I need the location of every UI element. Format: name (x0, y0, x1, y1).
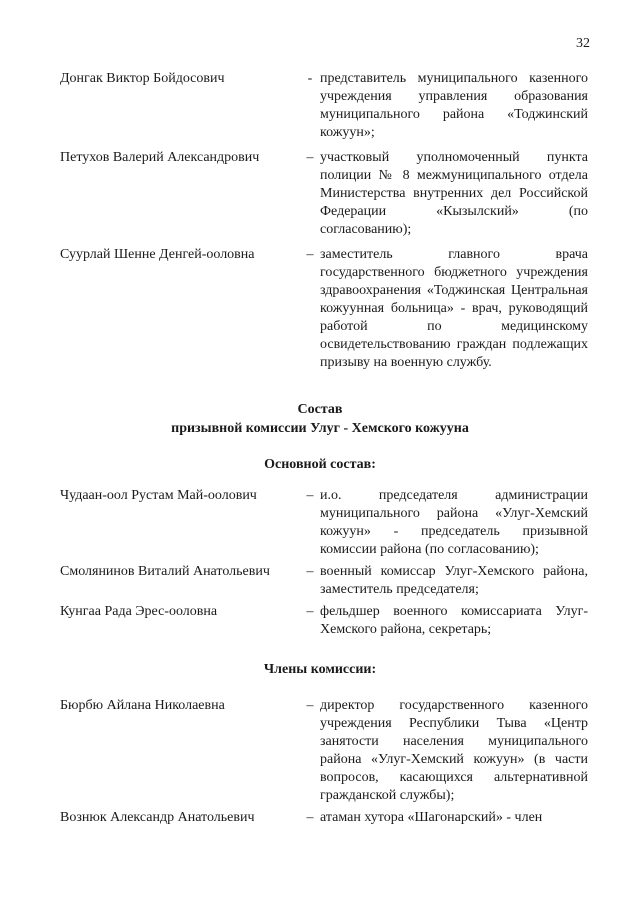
member-row (0, 487, 640, 559)
dash-separator: – (306, 604, 314, 619)
member-role: фельдшер военного комиссариата Улуг-Хемского района, секретарь; (320, 604, 588, 637)
member-name: Смолянинов Виталий Анатольевич (60, 564, 270, 579)
dash-separator: – (306, 488, 314, 503)
member-role: представитель муниципального казенного учреждения управления образования муниципального района «Тоджинский кожуун»; (320, 71, 588, 140)
member-row (0, 603, 640, 639)
member-row (0, 246, 640, 372)
member-row (0, 809, 640, 827)
member-list-members (0, 697, 640, 827)
page-number: 32 (576, 36, 590, 51)
member-role: военный комиссар Улуг-Хемского района, заместитель председателя; (320, 564, 588, 597)
section-title-line2: призывной комиссии Улуг - Хемского кожууна (171, 421, 469, 436)
member-role: атаман хутора «Шагонарский» - член (320, 810, 543, 825)
dash-separator: - (307, 71, 313, 86)
member-name: Кунгаа Рада Эрес-ооловна (60, 604, 218, 619)
dash-separator: – (306, 150, 314, 165)
dash-separator: – (306, 247, 314, 262)
section-title-line1: Состав (297, 402, 343, 417)
member-name: Суурлай Шенне Денгей-ооловна (60, 247, 255, 262)
member-role: заместитель главного врача государственного бюджетного учреждения здравоохранения «Тоджинская Центральная кожуунная больница» - врач, руководящий работой по медицинскому освидетельствованию граждан подлежащих призыву на военную службу. (320, 247, 588, 370)
subheading-main-composition: Основной состав: (264, 457, 376, 472)
member-role: и.о. председателя администрации муниципального района «Улуг-Хемский кожуун» - председатель призывной комиссии района (по согласованию); (320, 488, 588, 557)
dash-separator: – (306, 698, 314, 713)
member-role: директор государственного казенного учреждения Республики Тыва «Центр занятости населения муниципального района «Улуг-Хемский кожуун» (в части вопросов, касающихся альтернативной гражданской службы); (320, 698, 588, 803)
dash-separator: – (306, 564, 314, 579)
dash-separator: – (306, 810, 314, 825)
member-row (0, 70, 640, 142)
member-row (0, 149, 640, 239)
member-role: участковый уполномоченный пункта полиции № 8 межмуниципального отдела Министерства внутренних дел Российской Федерации «Кызылский» (по согласованию); (320, 150, 588, 237)
member-name: Вознюк Александр Анатольевич (60, 810, 255, 825)
member-row (0, 563, 640, 599)
member-list-main (0, 487, 640, 639)
member-list-top (0, 70, 640, 372)
subheading-members: Члены комиссии: (263, 662, 377, 677)
member-name: Петухов Валерий Александрович (60, 150, 260, 165)
member-row (0, 697, 640, 805)
member-name: Бюрбю Айлана Николаевна (60, 698, 225, 713)
member-name: Чудаан-оол Рустам Май-оолович (60, 488, 257, 503)
member-name: Донгак Виктор Бойдосович (60, 71, 225, 86)
